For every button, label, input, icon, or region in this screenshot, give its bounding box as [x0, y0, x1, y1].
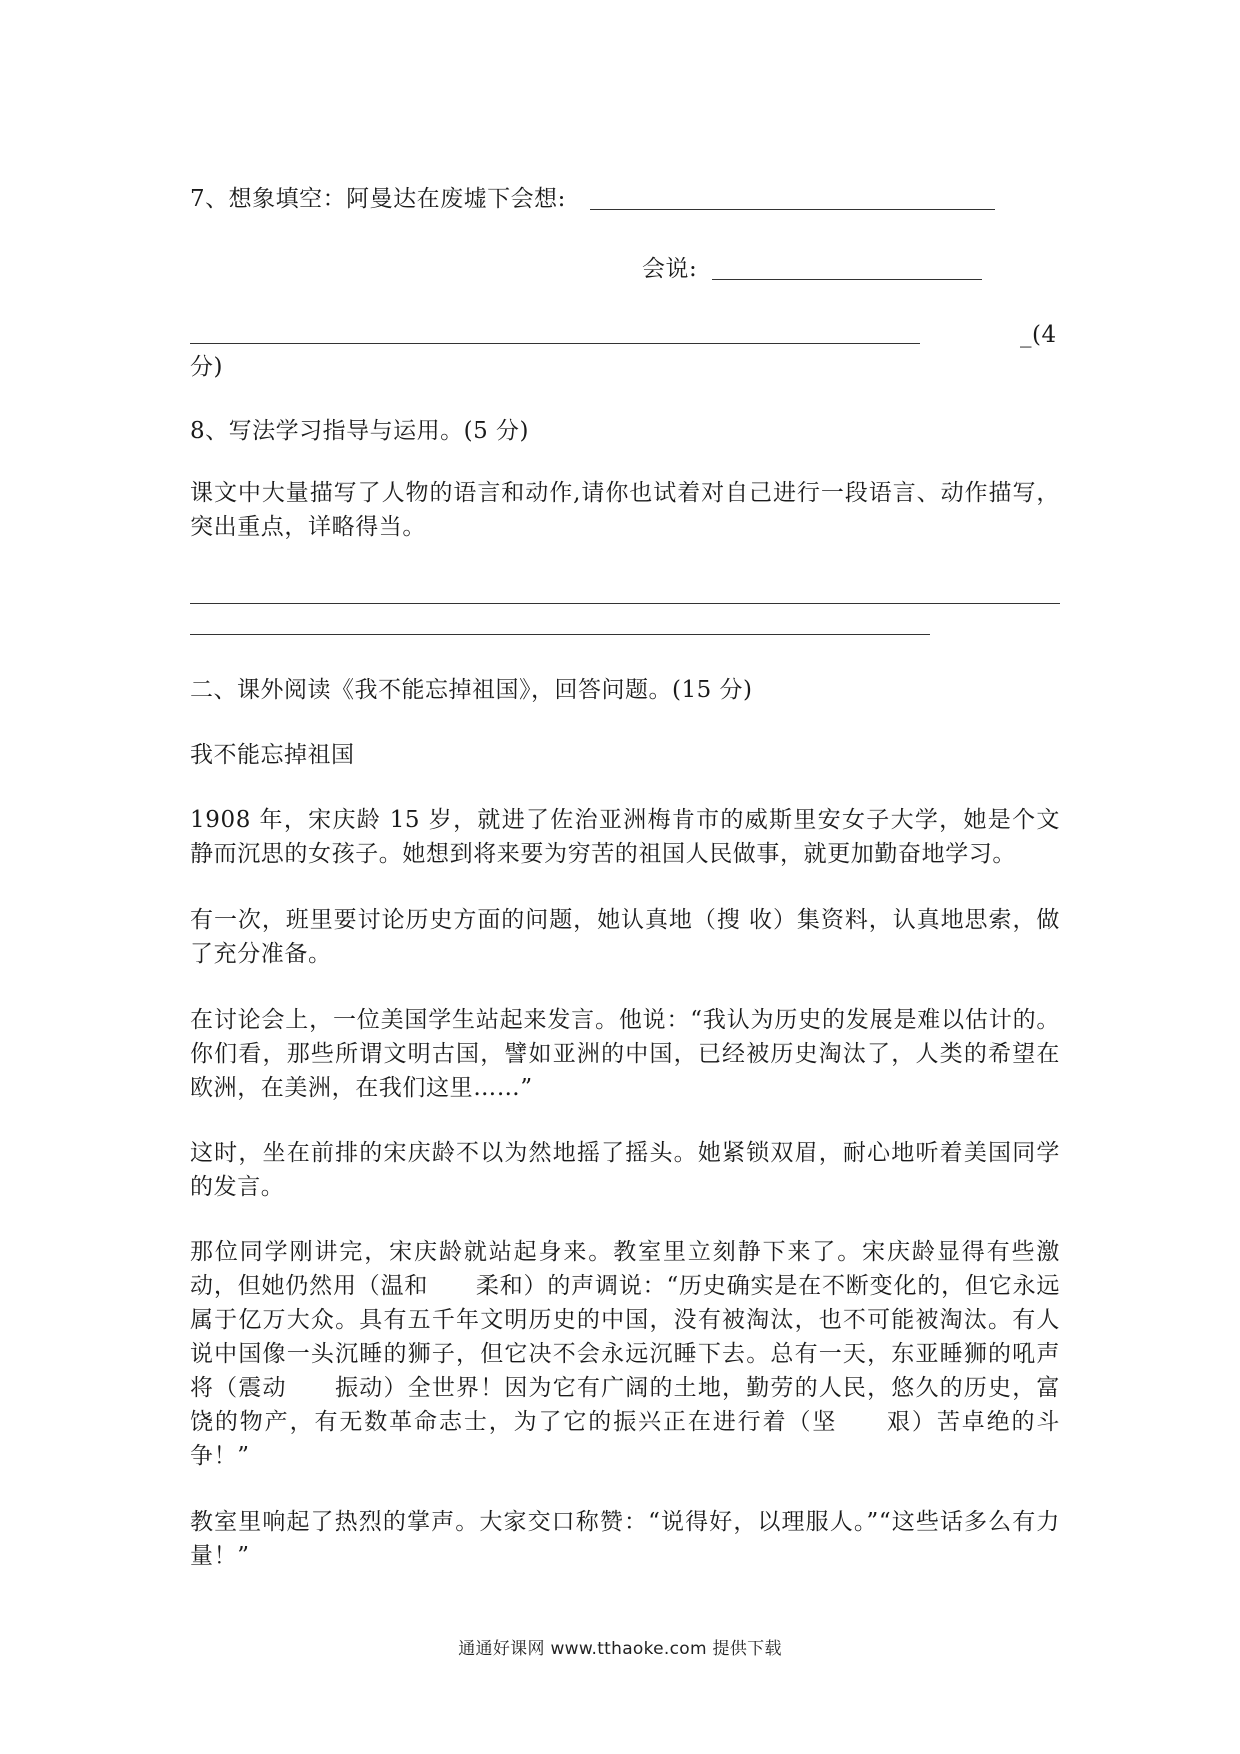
article-paragraph-1: 1908 年，宋庆龄 15 岁，就进了佐治亚洲梅肯市的威斯里安女子大学，她是个文静而沉思的女孩子。她想到将来要为穷苦的祖国人民做事，就更加勤奋地学习。 — [190, 807, 1060, 867]
q7-score-wrap: 分) — [190, 354, 223, 380]
q7-line1-label: 7、想象填空：阿曼达在废墟下会想: — [190, 186, 566, 212]
article-paragraph-3: 在讨论会上，一位美国学生站起来发言。他说：“我认为历史的发展是难以估计的。你们看，那些所谓文明古国，譬如亚洲的中国，已经被历史淘汰了，人类的希望在欧洲，在美洲，在我们这里……” — [190, 1007, 1060, 1101]
q7-say-answer-blank[interactable] — [712, 279, 982, 280]
q7-think-answer-blank[interactable] — [590, 209, 995, 210]
q8-answer-line-2[interactable] — [190, 634, 930, 635]
article-title: 我不能忘掉祖国 — [190, 742, 355, 768]
article-paragraph-6: 教室里响起了热烈的掌声。大家交口称赞：“说得好，以理服人。”“这些话多么有力量！” — [190, 1509, 1060, 1569]
q7-say-answer-blank-continued[interactable] — [190, 343, 920, 344]
q7-score-tail: _(4 — [1020, 322, 1057, 348]
page-footer: 通通好课网 www.tthaoke.com 提供下载 — [458, 1639, 782, 1659]
article-paragraph-2: 有一次，班里要讨论历史方面的问题，她认真地（搜 收）集资料，认真地思索，做了充分准备。 — [190, 907, 1060, 967]
section2-title: 二、课外阅读《我不能忘掉祖国》，回答问题。(15 分) — [190, 677, 753, 703]
q8-prompt: 课文中大量描写了人物的语言和动作,请你也试着对自己进行一段语言、动作描写，突出重点，详略得当。 — [190, 480, 1060, 540]
article-paragraph-4: 这时，坐在前排的宋庆龄不以为然地摇了摇头。她紧锁双眉，耐心地听着美国同学的发言。 — [190, 1140, 1060, 1200]
article-paragraph-5: 那位同学刚讲完，宋庆龄就站起身来。教室里立刻静下来了。宋庆龄显得有些激动，但她仍然用（温和 柔和）的声调说：“历史确实是在不断变化的，但它永远属于亿万大众。具有五千年文明历史的中国，没有被淘汰，也不可能被淘汰。有人说中国像一头沉睡的狮子，但它决不会永远沉睡下去。总有一天，东亚睡狮的吼声将（震动 振动）全世界！因为它有广阔的土地，勤劳的人民，悠久的历史，富饶的物产，有无数革命志士，为了它的振兴正在进行着（坚 艰）苦卓绝的斗争！” — [190, 1239, 1060, 1469]
q8-answer-line-1[interactable] — [190, 603, 1060, 604]
q8-title: 8、写法学习指导与运用。(5 分) — [190, 418, 530, 444]
q7-line2-label: 会说: — [642, 256, 698, 282]
